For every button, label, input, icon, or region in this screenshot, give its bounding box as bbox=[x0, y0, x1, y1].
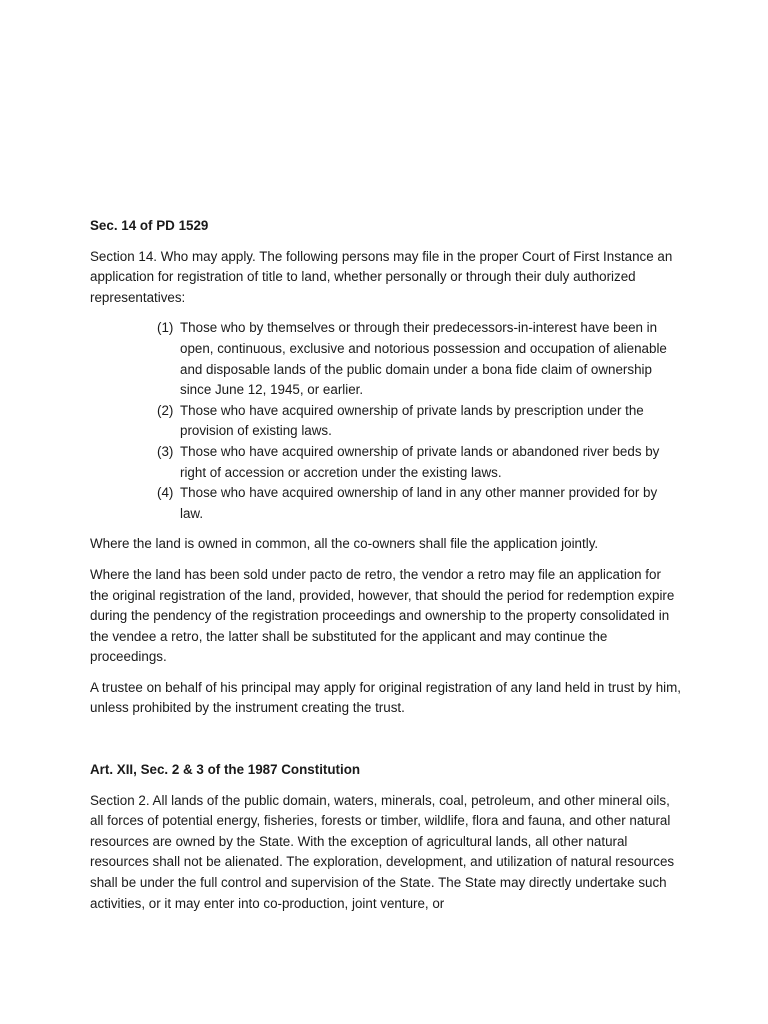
paragraph-who-may-apply: Section 14. Who may apply. The following persons may file in the proper Court of First Instance an application for registration of title to land, whether personally or through their duly authorized representatives: bbox=[90, 248, 673, 305]
list-item bbox=[90, 483, 682, 524]
list-item-text: Those who have acquired ownership of private lands or abandoned river beds by right of accession or accretion under the existing laws. bbox=[180, 443, 660, 480]
list-marker: (1) bbox=[157, 320, 174, 336]
list-marker: (4) bbox=[157, 485, 174, 501]
list-marker: (2) bbox=[157, 402, 174, 418]
section-spacer bbox=[90, 729, 682, 760]
list-item-text: Those who by themselves or through their predecessors-in-interest have been in open, continuous, exclusive and notorious possession and occupation of alienable and disposable lands of the public domain under a bona fide claim of ownership since June 12, 1945, or earlier. bbox=[180, 320, 667, 398]
list-item bbox=[90, 318, 682, 400]
section-heading-pd1529: Sec. 14 of PD 1529 bbox=[90, 218, 209, 233]
list-item-text: Those who have acquired ownership of land in any other manner provided for by law. bbox=[180, 485, 658, 521]
list-marker: (3) bbox=[157, 443, 174, 459]
list-item-text: Those who have acquired ownership of private lands by prescription under the provision of existing laws. bbox=[180, 402, 644, 439]
paragraph-owned-in-common: Where the land is owned in common, all the co-owners shall file the application jointly. bbox=[90, 536, 599, 552]
paragraph-trustee: A trustee on behalf of his principal may apply for original registration of any land held in trust by him, unless prohibited by the instrument creating the trust. bbox=[90, 679, 681, 716]
document-page bbox=[90, 216, 682, 924]
section-heading-constitution: Art. XII, Sec. 2 & 3 of the 1987 Constitution bbox=[90, 762, 361, 778]
paragraph-pacto-de-retro: Where the land has been sold under pacto de retro, the vendor a retro may file an application for the original registration of the land, provided, however, that should the period for redemption expire during the pendency of the registration proceedings and ownership to the property consolidated in the vendee a retro, the latter shall be substituted for the applicant and may continue the proceedings. bbox=[90, 566, 675, 665]
list-item bbox=[90, 442, 682, 483]
list-item bbox=[90, 401, 682, 442]
applicant-list bbox=[90, 318, 682, 524]
paragraph-section-2: Section 2. All lands of the public domain, waters, minerals, coal, petroleum, and other mineral oils, all forces of potential energy, fisheries, forests or timber, wildlife, flora and fauna, and other natural resources are owned by the State. With the exception of agricultural lands, all other natural resources shall not be alienated. The exploration, development, and utilization of natural resources shall be under the full control and supervision of the State. The State may directly undertake such activities, or it may enter into co-production, joint venture, or bbox=[90, 792, 675, 911]
